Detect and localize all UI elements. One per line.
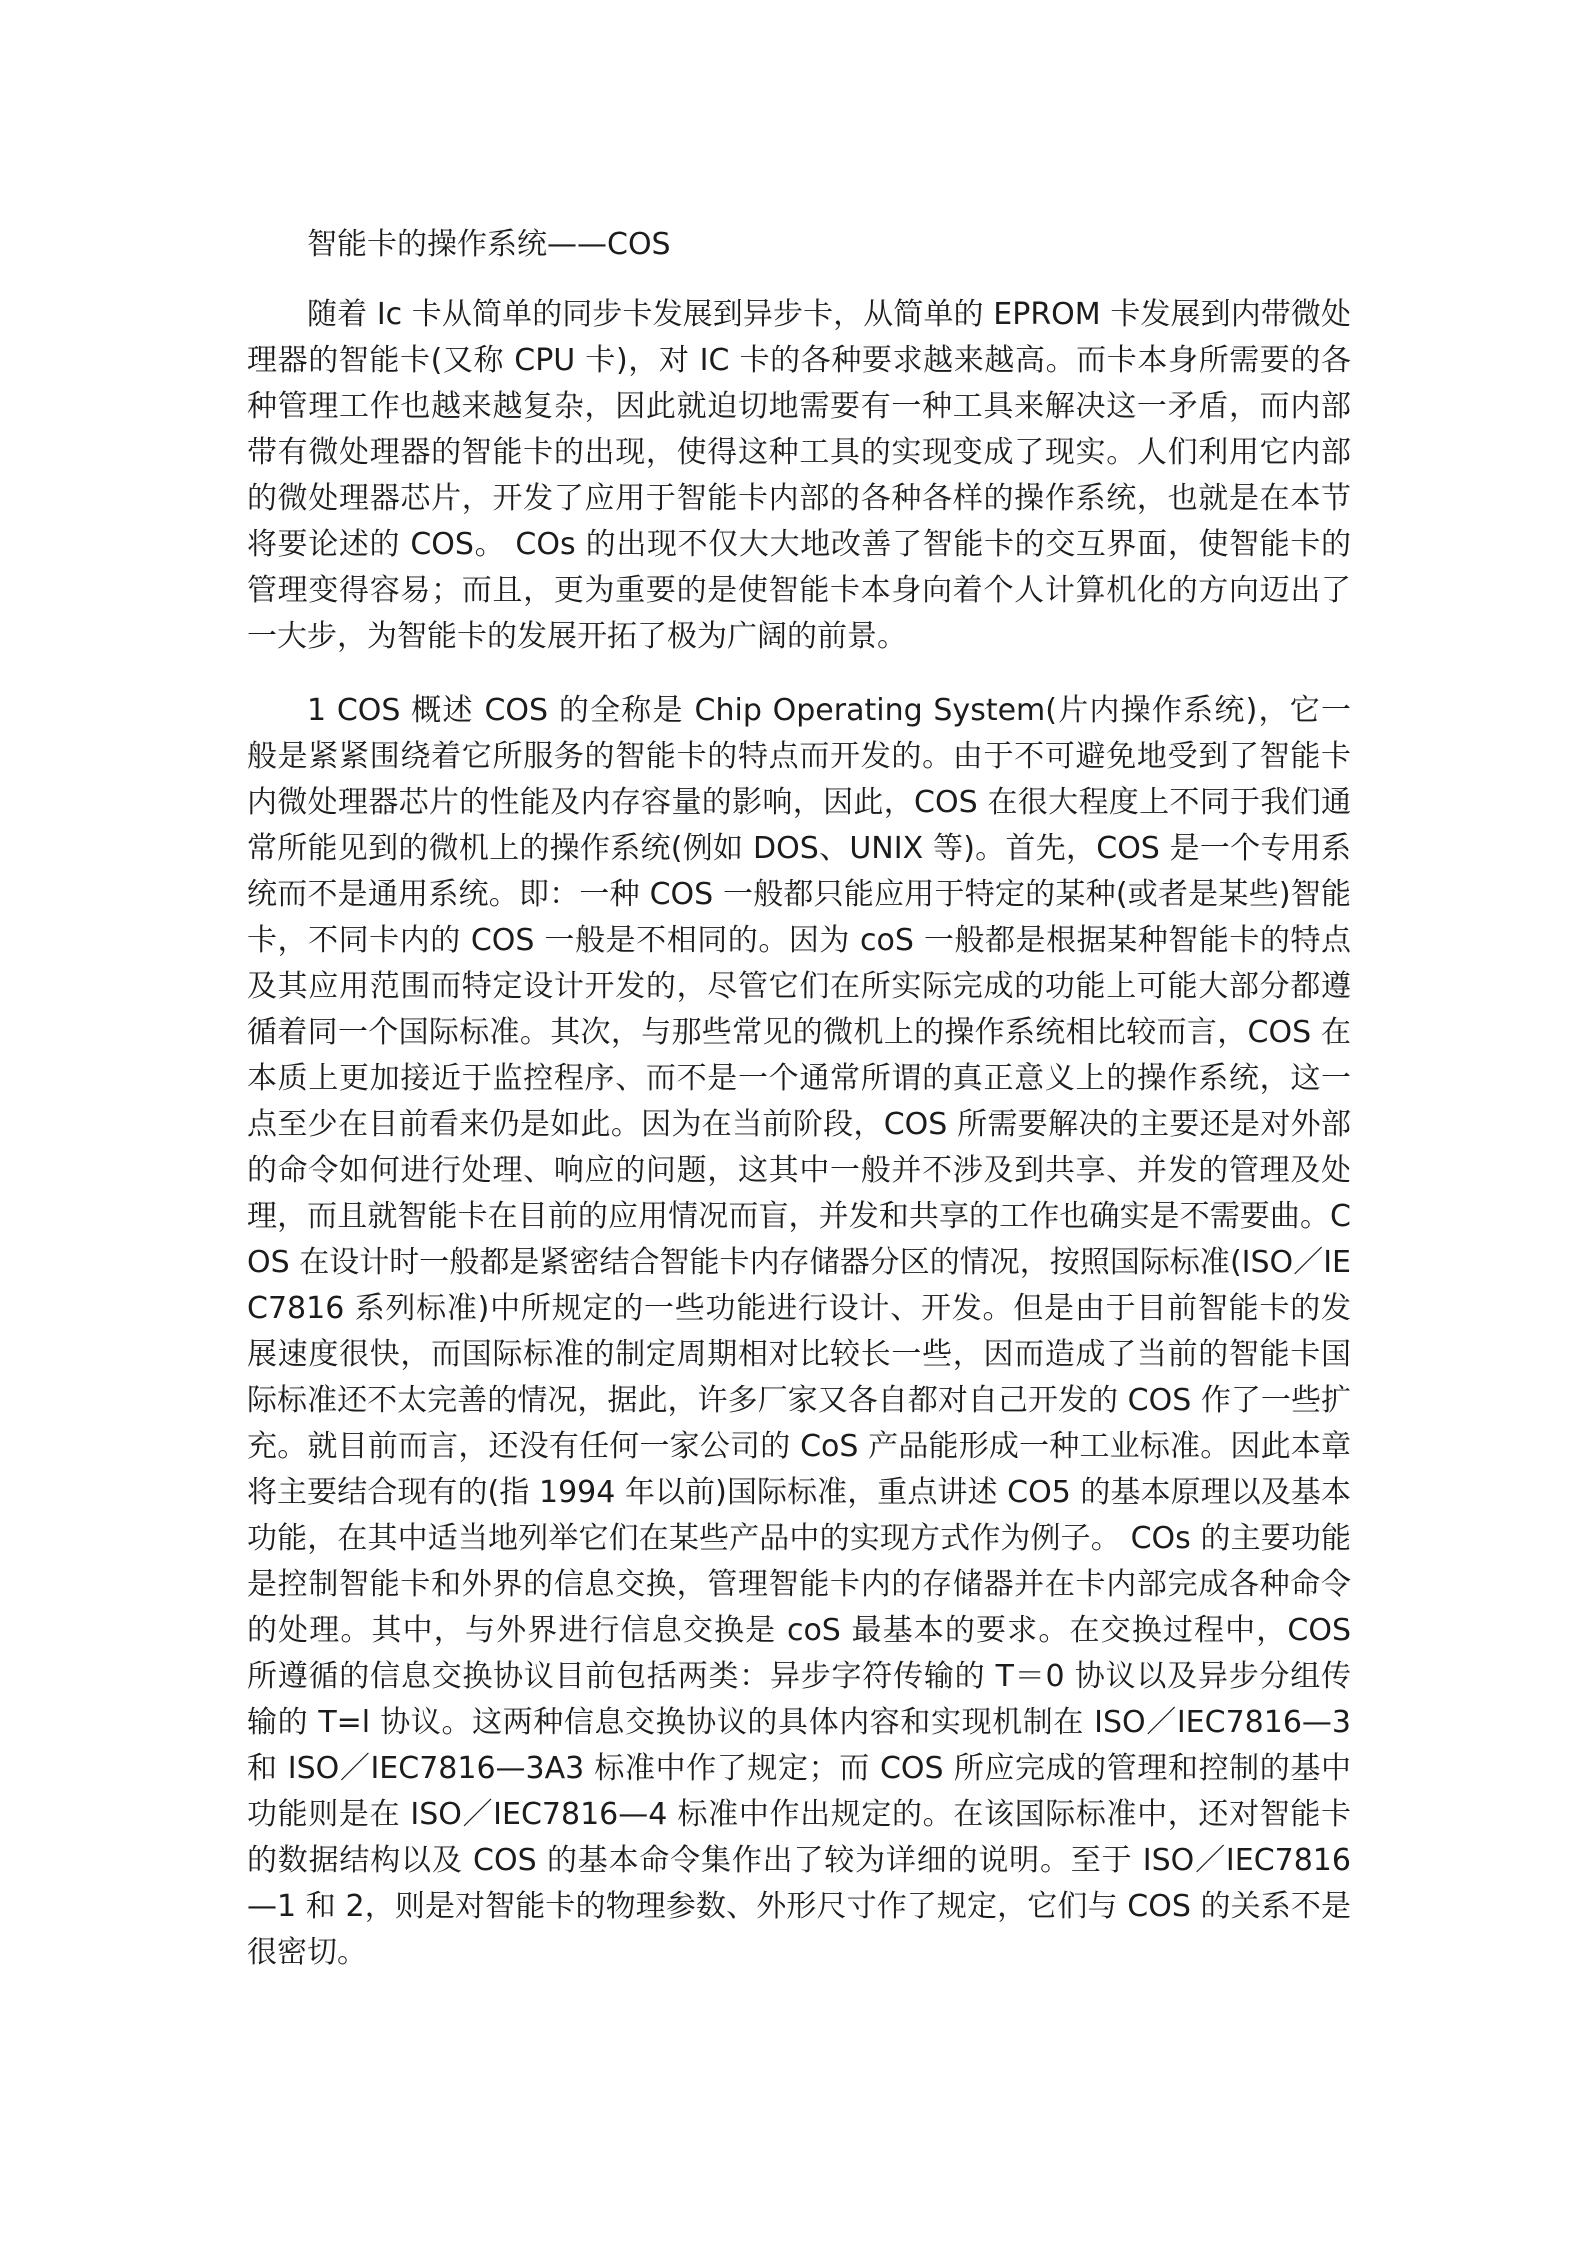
document-body	[247, 222, 1351, 2004]
document-title: 智能卡的操作系统——COS	[307, 227, 671, 262]
paragraph-introduction: 随着 Ic 卡从简单的同步卡发展到异步卡，从简单的 EPROM 卡发展到内带微处理器的智能卡(又称 CPU 卡)，对 IC 卡的各种要求越来越高。而卡本身所需要的各种管理工作也越来越复杂，因此就迫切地需要有一种工具来解决这一矛盾，而内部带有微处理器的智能卡的出现，使得这种工具的实现变成了现实。人们利用它内部的微处理器芯片，开发了应用于智能卡内部的各种各样的操作系统，也就是在本节将要论述的 COS。 COs 的出现不仅大大地改善了智能卡的交互界面，使智能卡的管理变得容易；而且，更为重要的是使智能卡本身向着个人计算机化的方向迈出了一大步，为智能卡的发展开拓了极为广阔的前景。	[247, 297, 1351, 654]
paragraph-cos-overview: 1 COS 概述 COS 的全称是 Chip Operating System(片内操作系统)，它一般是紧紧围绕着它所服务的智能卡的特点而开发的。由于不可避免地受到了智能卡内微处理器芯片的性能及内存容量的影响，因此，COS 在很大程度上不同于我们通常所能见到的微机上的操作系统(例如 DOS、UNIX 等)。首先，COS 是一个专用系统而不是通用系统。即：一种 COS 一般都只能应用于特定的某种(或者是某些)智能卡，不同卡内的 COS 一般是不相同的。因为 coS 一般都是根据某种智能卡的特点及其应用范围而特定设计开发的，尽管它们在所实际完成的功能上可能大部分都遵循着同一个国际标准。其次，与那些常见的微机上的操作系统相比较而言，COS 在本质上更加接近于监控程序、而不是一个通常所谓的真正意义上的操作系统，这一点至少在目前看来仍是如此。因为在当前阶段，COS 所需要解决的主要还是对外部的命令如何进行处理、响应的问题，这其中一般并不涉及到共享、并发的管理及处理，而且就智能卡在目前的应用情况而盲，并发和共享的工作也确实是不需要曲。COS 在设计时一般都是紧密结合智能卡内存储器分区的情况，按照国际标准(ISO／IEC7816 系列标准)中所规定的一些功能进行设计、开发。但是由于目前智能卡的发展速度很快，而国际标准的制定周期相对比较长一些，因而造成了当前的智能卡国际标准还不太完善的情况，据此，许多厂家又各自都对自己开发的 COS 作了一些扩充。就目前而言，还没有任何一家公司的 CoS 产品能形成一种工业标准。因此本章将主要结合现有的(指 1994 年以前)国际标准，重点讲述 CO5 的基本原理以及基本功能，在其中适当地列举它们在某些产品中的实现方式作为例子。 COs 的主要功能是控制智能卡和外界的信息交换，管理智能卡内的存储器并在卡内部完成各种命令的处理。其中，与外界进行信息交换是 coS 最基本的要求。在交换过程中，COS 所遵循的信息交换协议目前包括两类：异步字符传输的 T＝0 协议以及异步分组传输的 T=l 协议。这两种信息交换协议的具体内容和实现机制在 ISO／IEC7816—3 和 ISO／IEC7816—3A3 标准中作了规定；而 COS 所应完成的管理和控制的基中功能则是在 ISO／IEC7816—4 标准中作出规定的。在该国际标准中，还对智能卡的数据结构以及 COS 的基本命令集作出了较为详细的说明。至于 ISO／IEC7816—1 和 2，则是对智能卡的物理参数、外形尺寸作了规定，它们与 COS 的关系不是很密切。	[247, 693, 1351, 1970]
